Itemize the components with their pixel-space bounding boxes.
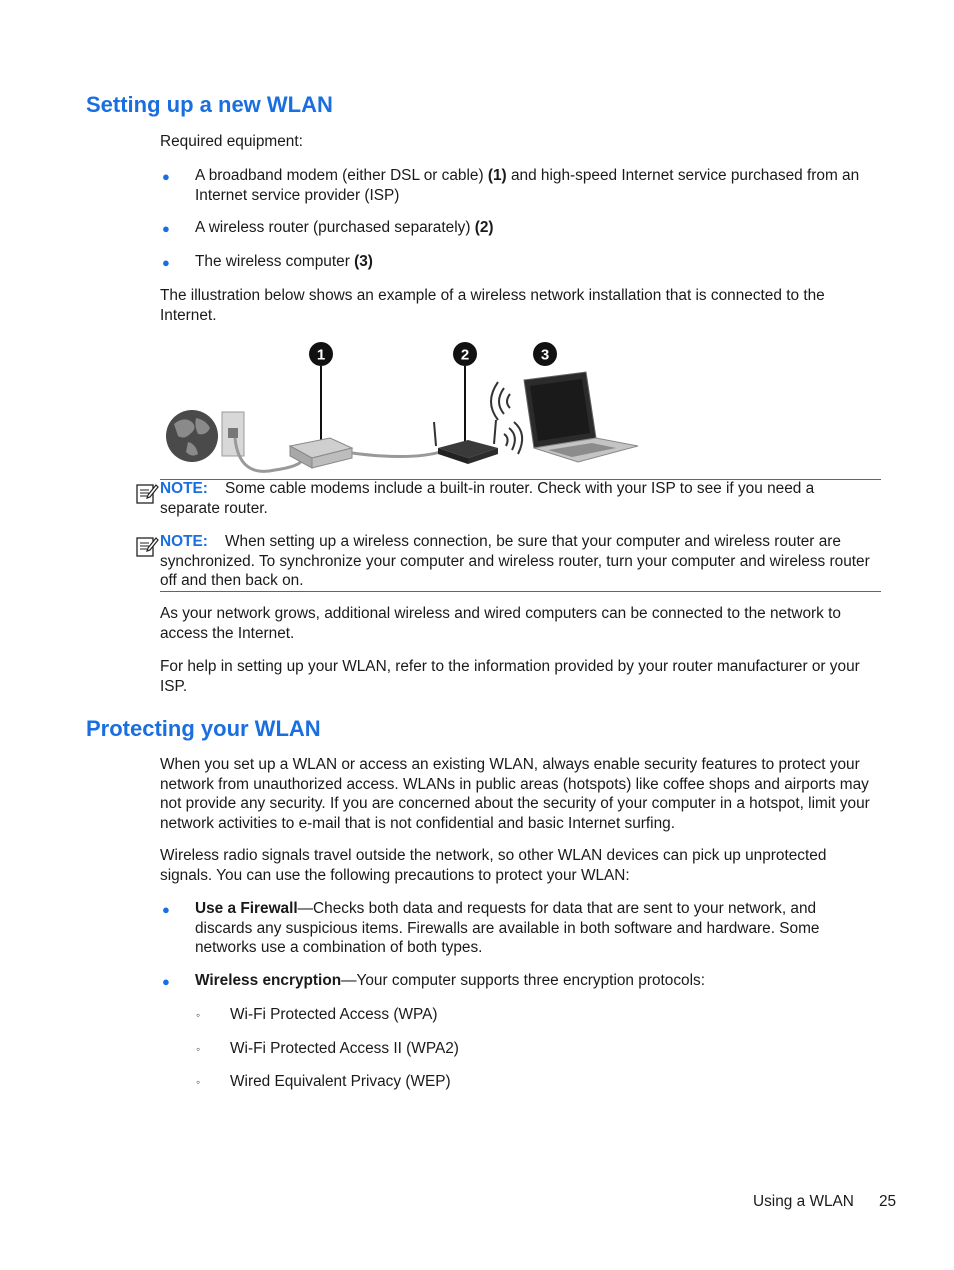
required-equipment-label: Required equipment: <box>160 133 303 150</box>
svg-text:2: 2 <box>460 346 470 364</box>
note-icon <box>135 481 159 505</box>
sub-bullet-wpa2: Wi-Fi Protected Access II (WPA2) <box>230 1040 459 1057</box>
note-built-in-router: NOTE: Some cable modems include a built-in router. Check with your ISP to see if you need a separate router. <box>160 480 815 517</box>
sub-bullet-wpa: Wi-Fi Protected Access (WPA) <box>230 1006 438 1023</box>
note-icon <box>135 534 159 558</box>
bullet-marker: ● <box>162 255 170 270</box>
sub-bullet-marker: ◦ <box>196 1042 201 1056</box>
globe-icon <box>166 410 218 462</box>
illustration-intro: The illustration below shows an example of a wireless network installation that is connected to the Internet. <box>160 287 825 324</box>
para-precautions: Wireless radio signals travel outside the network, so other WLAN devices can pick up unprotected signals. You can use the following precautions to protect your WLAN: <box>160 847 827 884</box>
section-title-protect: Protecting your WLAN <box>86 716 321 741</box>
callout-1 <box>309 342 333 448</box>
callout-3 <box>533 342 557 366</box>
laptop-icon <box>524 372 638 462</box>
para-security: When you set up a WLAN or access an existing WLAN, always enable security features to protect your network from unauthorized access. WLANs in public areas (hotspots) like coffee shops and airports may not provide any security. If you are concerned about the security of your computer in a hotspot, limit your network activities to e-mail that is not confidential and basic Internet surfing. <box>160 756 870 832</box>
bullet-encryption: Wireless encryption—Your computer supports three encryption protocols: <box>195 972 705 989</box>
bullet-router: A wireless router (purchased separately) (2) <box>195 219 494 236</box>
callout-2 <box>453 342 477 448</box>
footer-page-number: 25 <box>879 1193 897 1210</box>
bullet-modem: A broadband modem (either DSL or cable) (1) and high-speed Internet service purchased from an Internet service provider (ISP) <box>195 167 860 204</box>
bullet-marker: ● <box>162 221 170 236</box>
bullet-marker: ● <box>162 974 170 989</box>
note-label: NOTE: <box>160 533 208 550</box>
sub-bullet-wep: Wired Equivalent Privacy (WEP) <box>230 1073 451 1090</box>
bullet-marker: ● <box>162 902 170 917</box>
wifi-waves-laptop-icon <box>491 382 510 420</box>
bullet-firewall: Use a Firewall—Checks both data and requests for data that are sent to your network, and discards any suspicious items. Firewalls are available in both software and hardware. Some networks use a combination of both types. <box>195 900 820 956</box>
footer-section-name: Using a WLAN <box>753 1193 854 1210</box>
note-synchronize: NOTE: When setting up a wireless connection, be sure that your computer and wireless router are synchronized. To synchronize your computer and wireless router, turn your computer and wireless router off and then back on. <box>160 533 870 589</box>
cable-modem-router <box>352 451 444 457</box>
svg-text:1: 1 <box>316 346 326 364</box>
bullet-computer: The wireless computer (3) <box>195 253 373 270</box>
wall-jack-icon <box>222 412 244 456</box>
sub-bullet-marker: ◦ <box>196 1008 201 1022</box>
section-title-setup: Setting up a new WLAN <box>86 92 333 117</box>
note-bottom-rule <box>160 591 881 592</box>
bullet-marker: ● <box>162 169 170 184</box>
wireless-network-illustration <box>160 338 650 476</box>
svg-text:3: 3 <box>540 346 550 364</box>
para-help: For help in setting up your WLAN, refer to the information provided by your router manufacturer or your ISP. <box>160 658 860 695</box>
para-network-grows: As your network grows, additional wireless and wired computers can be connected to the network to access the Internet. <box>160 605 841 642</box>
wifi-waves-router-icon <box>504 422 522 454</box>
note-label: NOTE: <box>160 480 208 497</box>
sub-bullet-marker: ◦ <box>196 1075 201 1089</box>
